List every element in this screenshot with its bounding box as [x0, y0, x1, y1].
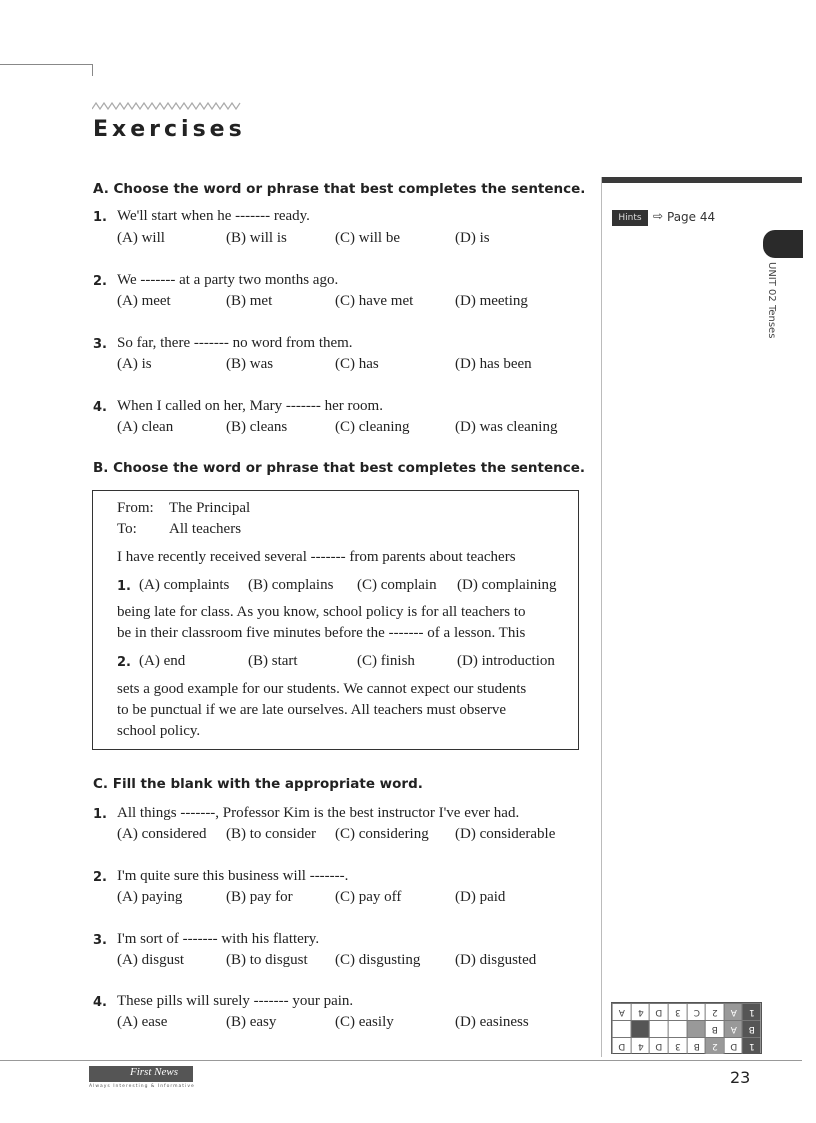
option-c[interactable]: (C) have met — [335, 293, 414, 309]
question-number: 4. — [93, 400, 107, 415]
answer-cell — [668, 1020, 687, 1037]
option-b[interactable]: (B) met — [226, 293, 273, 309]
answer-key-grid — [611, 1002, 762, 1054]
question-text: So far, there ------- no word from them. — [117, 335, 353, 351]
answer-cell: B — [687, 1037, 706, 1054]
option-a[interactable]: (A) paying — [117, 889, 183, 905]
question-text: When I called on her, Mary ------- her room. — [117, 398, 383, 414]
option-a[interactable]: (A) is — [117, 356, 152, 372]
answer-cell: 1 — [742, 1037, 761, 1054]
option-d[interactable]: (D) considerable — [455, 826, 556, 842]
passage-q2-option-a[interactable]: (A) end — [139, 653, 186, 669]
option-c[interactable]: (C) disgusting — [335, 952, 421, 968]
zigzag-ornament — [92, 101, 242, 111]
passage-paragraph-1: I have recently received several ------- from parents about teachers — [117, 549, 516, 565]
section-a-heading: A. Choose the word or phrase that best completes the sentence. — [93, 181, 586, 197]
answer-cell: D — [724, 1037, 743, 1054]
option-a[interactable]: (A) ease — [117, 1014, 168, 1030]
footer-rule — [0, 1060, 802, 1061]
option-c[interactable]: (C) pay off — [335, 889, 402, 905]
question-text: All things -------, Professor Kim is the best instructor I've ever had. — [117, 805, 520, 821]
passage-paragraph-3-line-3: school policy. — [117, 723, 201, 739]
option-d[interactable]: (D) disgusted — [455, 952, 537, 968]
answer-cell: D — [612, 1037, 631, 1054]
answer-cell: 2 — [705, 1003, 724, 1020]
option-b[interactable]: (B) was — [226, 356, 274, 372]
option-d[interactable]: (D) is — [455, 230, 490, 246]
passage-q2-option-b[interactable]: (B) start — [248, 653, 298, 669]
option-c[interactable]: (C) considering — [335, 826, 429, 842]
question-number: 1. — [117, 579, 131, 594]
answer-cell: 3 — [668, 1003, 687, 1020]
page-number: 23 — [730, 1068, 751, 1087]
option-d[interactable]: (D) meeting — [455, 293, 528, 309]
option-a[interactable]: (A) will — [117, 230, 165, 246]
publisher-logo-text: First News — [130, 1066, 178, 1078]
answer-cell — [687, 1020, 706, 1037]
unit-label: UNIT 02 Tenses — [766, 262, 777, 339]
passage-q1-option-d[interactable]: (D) complaining — [457, 577, 557, 593]
answer-cell: A — [612, 1003, 631, 1020]
answer-cell: 1 — [742, 1003, 761, 1020]
passage-paragraph-2-line-1: being late for class. As you know, school policy is for all teachers to — [117, 604, 526, 620]
publisher-tagline: Always Interesting & Informative — [89, 1084, 195, 1089]
option-c[interactable]: (C) easily — [335, 1014, 394, 1030]
option-d[interactable]: (D) was cleaning — [455, 419, 558, 435]
question-text: We'll start when he ------- ready. — [117, 208, 310, 224]
corner-rule — [0, 64, 92, 65]
question-number: 4. — [93, 995, 107, 1010]
passage-paragraph-3-line-2: to be punctual if we are late ourselves. All teachers must observe — [117, 702, 507, 718]
option-c[interactable]: (C) cleaning — [335, 419, 410, 435]
option-a[interactable]: (A) meet — [117, 293, 171, 309]
passage-q1-option-a[interactable]: (A) complaints — [139, 577, 230, 593]
question-number: 2. — [117, 655, 131, 670]
passage-q2-option-d[interactable]: (D) introduction — [457, 653, 555, 669]
question-number: 2. — [93, 870, 107, 885]
option-d[interactable]: (D) paid — [455, 889, 506, 905]
question-text: I'm quite sure this business will -------. — [117, 868, 349, 884]
page-title: Exercises — [93, 117, 246, 142]
answer-cell: B — [742, 1020, 761, 1037]
option-c[interactable]: (C) will be — [335, 230, 400, 246]
hint-page-reference[interactable]: Page 44 — [667, 210, 716, 224]
option-b[interactable]: (B) will is — [226, 230, 287, 246]
question-number: 2. — [93, 274, 107, 289]
option-a[interactable]: (A) clean — [117, 419, 174, 435]
option-d[interactable]: (D) easiness — [455, 1014, 529, 1030]
answer-cell: D — [649, 1003, 668, 1020]
sidebar-divider — [601, 177, 602, 1057]
question-number: 1. — [93, 210, 107, 225]
option-b[interactable]: (B) to disgust — [226, 952, 308, 968]
arrow-right-icon: ⇨ — [653, 209, 664, 223]
answer-cell: 4 — [631, 1003, 650, 1020]
answer-cell: A — [724, 1003, 743, 1020]
answer-cell — [612, 1020, 631, 1037]
answer-cell — [649, 1020, 668, 1037]
option-b[interactable]: (B) easy — [226, 1014, 277, 1030]
question-number: 3. — [93, 933, 107, 948]
sidebar-top-rule — [601, 177, 802, 183]
hints-badge: Hints — [612, 210, 648, 226]
option-b[interactable]: (B) cleans — [226, 419, 288, 435]
option-a[interactable]: (A) considered — [117, 826, 207, 842]
passage-q1-option-b[interactable]: (B) complains — [248, 577, 334, 593]
to-value: All teachers — [169, 521, 242, 537]
answer-cell: A — [724, 1020, 743, 1037]
passage-paragraph-2-line-2: be in their classroom five minutes before the ------- of a lesson. This — [117, 625, 526, 641]
unit-tab — [763, 230, 803, 258]
section-c-heading: C. Fill the blank with the appropriate word. — [93, 776, 423, 792]
question-number: 1. — [93, 807, 107, 822]
question-number: 3. — [93, 337, 107, 352]
answer-cell: 3 — [668, 1037, 687, 1054]
question-text: We ------- at a party two months ago. — [117, 272, 339, 288]
option-a[interactable]: (A) disgust — [117, 952, 185, 968]
section-b-heading: B. Choose the word or phrase that best completes the sentence. — [93, 460, 586, 476]
question-text: These pills will surely ------- your pain. — [117, 993, 354, 1009]
answer-cell: 4 — [631, 1037, 650, 1054]
option-c[interactable]: (C) has — [335, 356, 379, 372]
passage-q2-option-c[interactable]: (C) finish — [357, 653, 415, 669]
question-text: I'm sort of ------- with his flattery. — [117, 931, 320, 947]
answer-cell: 2 — [705, 1037, 724, 1054]
passage-q1-option-c[interactable]: (C) complain — [357, 577, 437, 593]
from-label: From: — [117, 500, 154, 516]
option-b[interactable]: (B) pay for — [226, 889, 293, 905]
answer-cell: D — [649, 1037, 668, 1054]
answer-cell: C — [687, 1003, 706, 1020]
from-value: The Principal — [169, 500, 251, 516]
to-label: To: — [117, 521, 137, 537]
answer-cell — [631, 1020, 650, 1037]
corner-rule-vertical — [92, 64, 93, 76]
option-d[interactable]: (D) has been — [455, 356, 532, 372]
passage-paragraph-3-line-1: sets a good example for our students. We cannot expect our students — [117, 681, 527, 697]
option-b[interactable]: (B) to consider — [226, 826, 316, 842]
answer-cell: B — [705, 1020, 724, 1037]
